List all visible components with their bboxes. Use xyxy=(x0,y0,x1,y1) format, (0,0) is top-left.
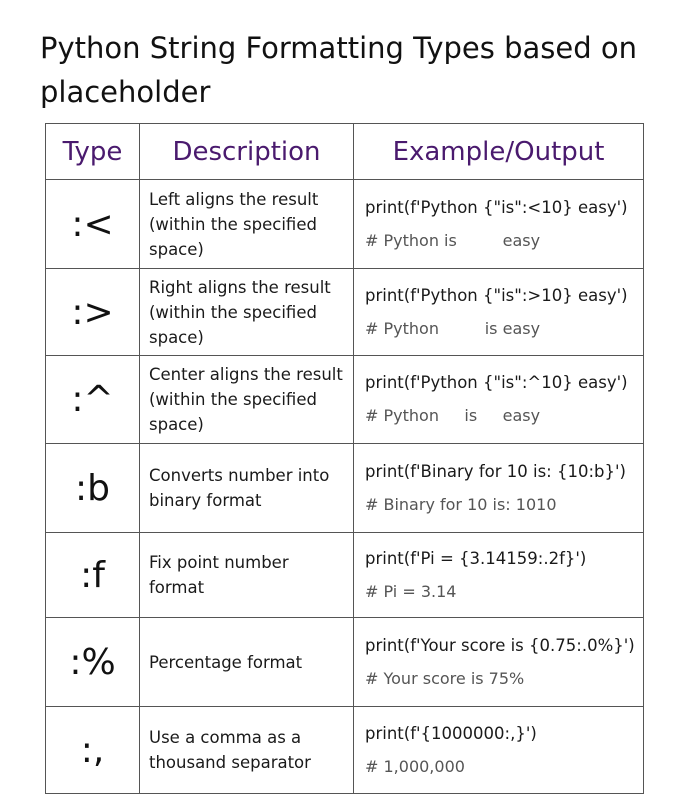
output-line: # Python is easy xyxy=(365,230,541,250)
output-line: # Python is easy xyxy=(365,406,541,425)
output-line: # Python is easy xyxy=(365,318,541,338)
example-cell xyxy=(354,356,644,444)
type-cell: :b xyxy=(46,444,140,533)
code-line: print(f'{1000000:,}') xyxy=(365,723,537,743)
code-line: print(f'Your score is {0.75:.0%}') xyxy=(365,635,635,655)
output-line: # Pi = 3.14 xyxy=(365,581,457,601)
output-line: # Binary for 10 is: 1010 xyxy=(365,494,557,514)
example-cell xyxy=(354,707,644,794)
description-cell: Fix point number format xyxy=(140,533,354,618)
formatting-types-table xyxy=(45,123,644,794)
table-row xyxy=(46,533,644,618)
type-cell: :^ xyxy=(46,356,140,444)
description-cell: Use a comma as a thousand separator xyxy=(140,707,354,794)
table-row xyxy=(46,269,644,356)
description-cell: Converts number into binary format xyxy=(140,444,354,533)
table-row xyxy=(46,180,644,269)
example-cell xyxy=(354,444,644,533)
output-line: # 1,000,000 xyxy=(365,756,465,776)
table-row xyxy=(46,444,644,533)
code-line: print(f'Python {"is":<10} easy') xyxy=(365,197,628,217)
table-row xyxy=(46,707,644,794)
header-type: Type xyxy=(46,124,140,180)
table-row xyxy=(46,356,644,444)
code-line: print(f'Pi = {3.14159:.2f}') xyxy=(365,548,587,568)
type-cell: :, xyxy=(46,707,140,794)
output-line: # Your score is 75% xyxy=(365,668,525,688)
example-cell xyxy=(354,269,644,356)
table-row xyxy=(46,618,644,707)
example-cell xyxy=(354,180,644,269)
code-line: print(f'Python {"is":^10} easy') xyxy=(365,373,628,392)
description-cell: Left aligns the result (within the specified space) xyxy=(140,180,354,269)
page-title: Python String Formatting Types based on placeholder xyxy=(40,31,637,109)
table-header-row xyxy=(46,124,644,180)
header-description: Description xyxy=(140,124,354,180)
code-line: print(f'Binary for 10 is: {10:b}') xyxy=(365,461,626,481)
description-cell: Center aligns the result (within the specified space) xyxy=(140,356,354,444)
type-cell: :> xyxy=(46,269,140,356)
description-cell: Percentage format xyxy=(140,618,354,707)
type-cell: :< xyxy=(46,180,140,269)
description-cell: Right aligns the result (within the specified space) xyxy=(140,269,354,356)
example-cell xyxy=(354,618,644,707)
type-cell: :% xyxy=(46,618,140,707)
type-cell: :f xyxy=(46,533,140,618)
header-example: Example/Output xyxy=(354,124,644,180)
example-cell xyxy=(354,533,644,618)
code-line: print(f'Python {"is":>10} easy') xyxy=(365,285,628,305)
